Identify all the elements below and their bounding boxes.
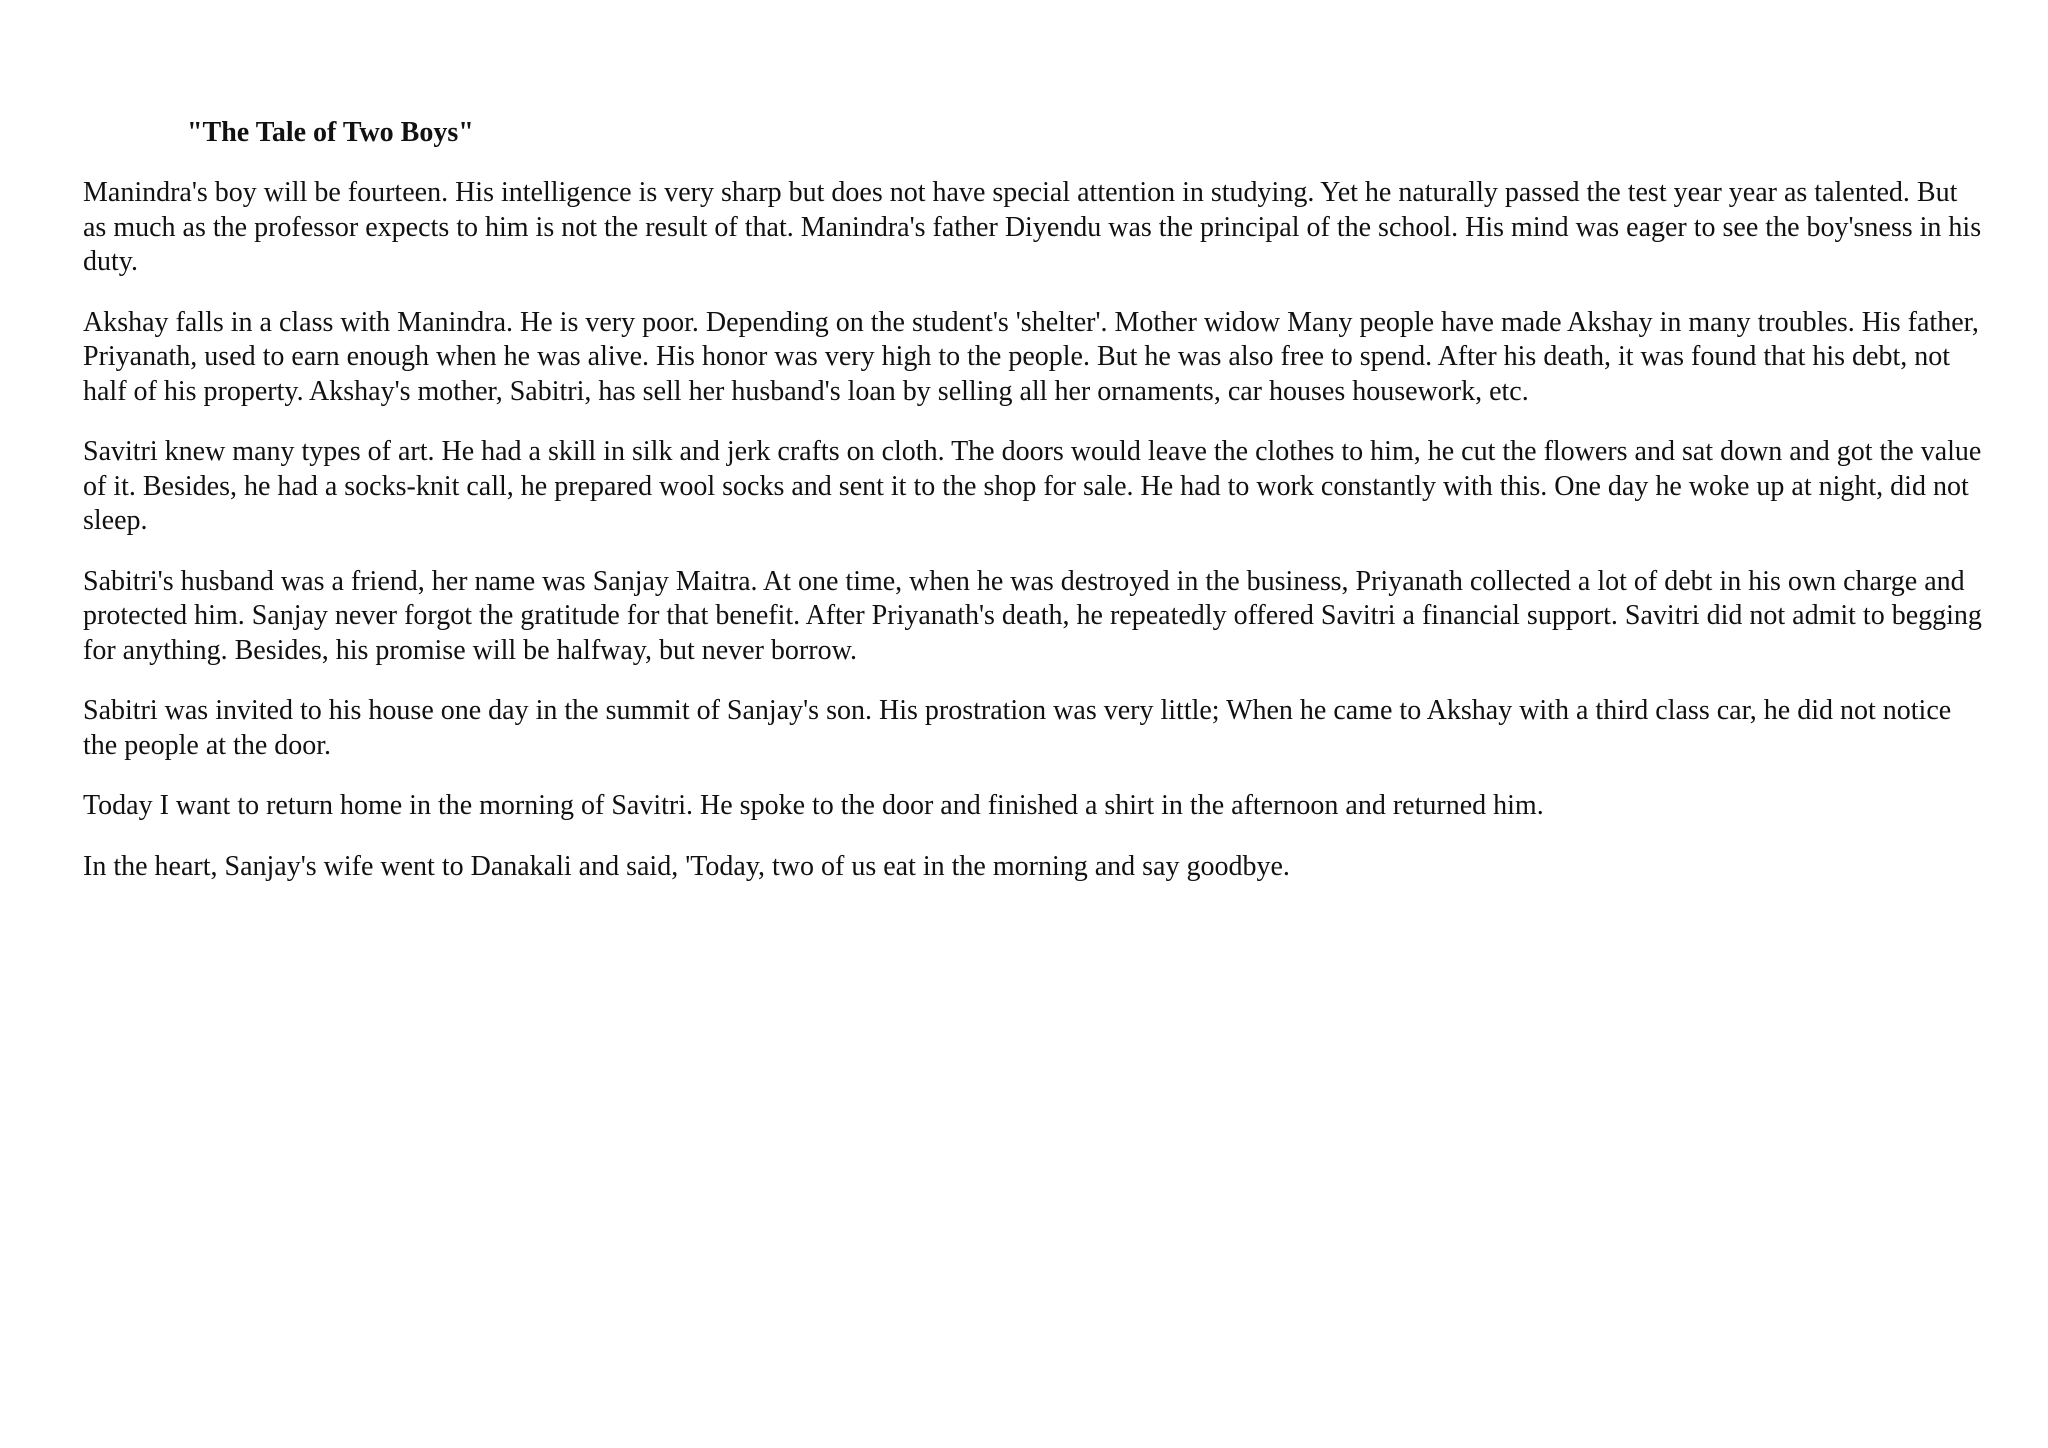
document-title: "The Tale of Two Boys" (187, 117, 474, 148)
paragraph-6: Today I want to return home in the morning of Savitri. He spoke to the door and finished a shirt in the afternoon and returned him. (83, 790, 1544, 821)
paragraph-3: Savitri knew many types of art. He had a skill in silk and jerk crafts on cloth. The doors would leave the clothes to him, he cut the flowers and sat down and got the value of it. Besides, he had a socks-knit call, he prepared wool socks and sent it to the shop for sale. He had to work constantly with this. One day he woke up at night, did not sleep. (83, 436, 1982, 536)
paragraph-1: Manindra's boy will be fourteen. His intelligence is very sharp but does not have special attention in studying. Yet he naturally passed the test year year as talented. But as much as the professor expects to him is not the result of that. Manindra's father Diyendu was the principal of the school. His mind was eager to see the boy'sness in his duty. (83, 177, 1982, 277)
paragraph-4: Sabitri's husband was a friend, her name was Sanjay Maitra. At one time, when he was destroyed in the business, Priyanath collected a lot of debt in his own charge and protected him. Sanjay never forgot the gratitude for that benefit. After Priyanath's death, he repeatedly offered Savitri a financial support. Savitri did not admit to begging for anything. Besides, his promise will be halfway, but never borrow. (83, 565, 1982, 666)
paragraph-5: Sabitri was invited to his house one day in the summit of Sanjay's son. His prostration was very little; When he came to Akshay with a third class car, he did not notice the people at the door. (83, 695, 1952, 761)
paragraph-7: In the heart, Sanjay's wife went to Danakali and said, 'Today, two of us eat in the morning and say goodbye. (83, 850, 1290, 882)
paragraph-2: Akshay falls in a class with Manindra. He is very poor. Depending on the student's 'shelter'. Mother widow Many people have made Akshay in many troubles. His father, Priyanath, used to earn enough when he was alive. His honor was very high to the people. But he was also free to spend. After his death, it was found that his debt, not half of his property. Akshay's mother, Sabitri, has sell her husband's loan by selling all her ornaments, car houses housework, etc. (83, 306, 1979, 407)
